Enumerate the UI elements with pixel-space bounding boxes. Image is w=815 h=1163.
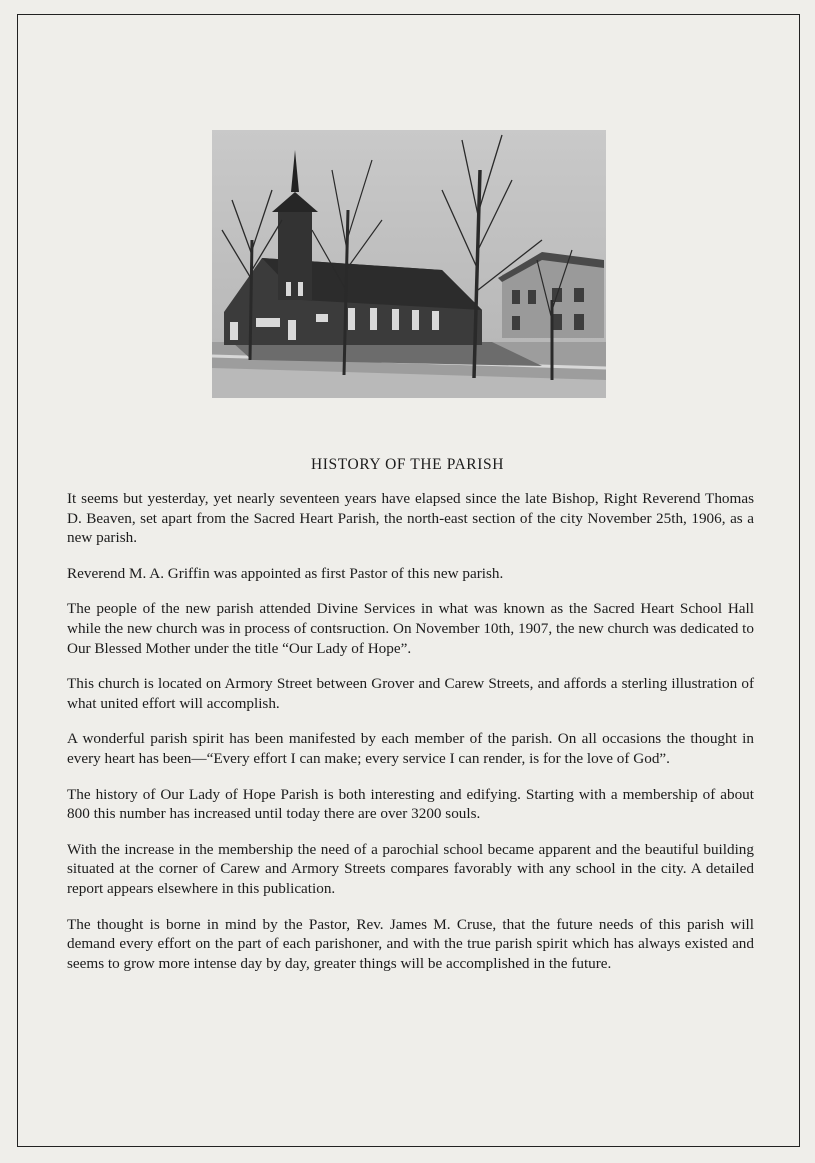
- paragraph: This church is located on Armory Street between Grover and Carew Streets, and affords a sterling illustration of what united effort will accomplish.: [67, 675, 754, 712]
- church-photo: [212, 130, 606, 398]
- paragraph: It seems but yesterday, yet nearly seventeen years have elapsed since the late Bishop, Right Reverend Thomas D. Beaven, set apart from the Sacred Heart Parish, the north-east section of the city November 25th, 1906, as a new parish.: [67, 490, 754, 547]
- paragraph: Reverend M. A. Griffin was appointed as first Pastor of this new parish.: [67, 564, 504, 582]
- article-body: [67, 489, 754, 989]
- page-title: HISTORY OF THE PARISH: [310, 456, 505, 473]
- paragraph: With the increase in the membership the need of a parochial school became apparent and the beautiful building situated at the corner of Carew and Armory Streets compares favorably with any school in the city. A detailed report appears elsewhere in this publication.: [67, 840, 754, 897]
- paragraph: The people of the new parish attended Divine Services in what was known as the Sacred Heart School Hall while the new church was in process of contsruction. On November 10th, 1907, the new church was dedicated to Our Blessed Mother under the title “Our Lady of Hope”.: [67, 600, 754, 657]
- paragraph: The history of Our Lady of Hope Parish is both interesting and edifying. Starting with a membership of about 800 this number has increased until today there are over 3200 souls.: [67, 785, 754, 823]
- paragraph: A wonderful parish spirit has been manifested by each member of the parish. On all occasions the thought in every heart has been—“Every effort I can make; every service I can render, is for the love of God”.: [67, 730, 754, 767]
- paragraph: The thought is borne in mind by the Pastor, Rev. James M. Cruse, that the future needs of this parish will demand every effort on the part of each parishoner, and with the true parish spirit which has always existed and seems to grow more intense day by day, greater things will be accomplished in the future.: [67, 915, 754, 972]
